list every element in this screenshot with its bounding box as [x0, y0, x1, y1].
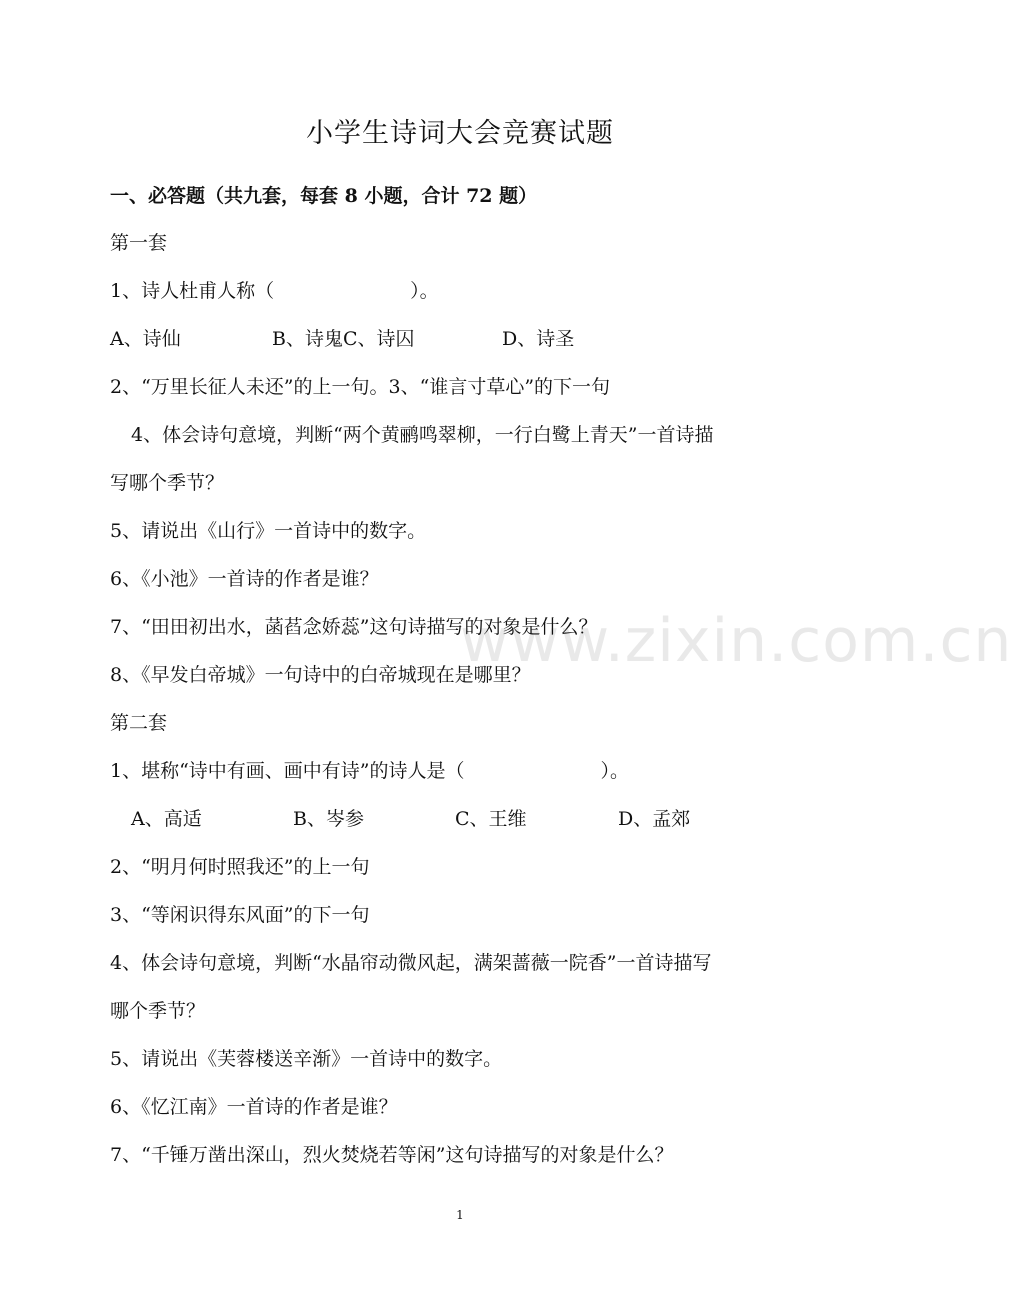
watermark: www.zixin.com.cn — [460, 606, 1012, 676]
set1-q2-q3: 2、“万里长征人未还”的上一句。3、“谁言寸草心”的下一句 — [110, 376, 611, 398]
page-number: 1 — [456, 1208, 464, 1222]
set2-q1-end: ）。 — [600, 760, 630, 782]
page-title: 小学生诗词大会竞赛试题 — [306, 118, 614, 149]
set2-q1-option-d: D、孟郊 — [618, 808, 691, 830]
set1-q6: 6、《小池》一首诗的作者是谁？ — [110, 568, 379, 590]
set1-q4-line1: 4、体会诗句意境，判断“两个黄鹂鸣翠柳，一行白鹭上青天”一首诗描 — [131, 424, 714, 446]
set2-q4-line1: 4、体会诗句意境，判断“水晶帘动微风起，满架蔷薇一院香”一首诗描写 — [110, 952, 712, 974]
set1-q1-option-c: C、诗囚 — [342, 328, 415, 350]
set1-q7: 7、“田田初出水，菡萏念娇蕊”这句诗描写的对象是什么？ — [110, 616, 598, 638]
set1-q1-option-a: A、诗仙 — [110, 328, 181, 350]
set2-q1-options — [131, 804, 690, 834]
set1-q1 — [110, 276, 439, 306]
set2-q1-option-c: C、王维 — [455, 808, 527, 830]
set2-q6: 6、《忆江南》一首诗的作者是谁？ — [110, 1096, 398, 1118]
set2-q1-option-b: B、岑参 — [293, 808, 364, 830]
set1-label: 第一套 — [110, 232, 168, 254]
set2-q1-option-a: A、高适 — [131, 808, 202, 830]
set2-q1-text: 1、堪称“诗中有画、画中有诗”的诗人是（ — [110, 760, 465, 782]
set2-q4-line2: 哪个季节？ — [110, 1000, 206, 1022]
set2-q2: 2、“明月何时照我还”的上一句 — [110, 856, 370, 878]
set2-q1 — [110, 756, 629, 786]
set2-q5: 5、请说出《芙蓉楼送辛渐》一首诗中的数字。 — [110, 1048, 503, 1070]
set1-q1-options — [110, 324, 574, 354]
set1-q1-option-b: B、诗鬼 — [272, 328, 343, 350]
set1-q4-line2: 写哪个季节？ — [110, 472, 225, 494]
set1-q5: 5、请说出《山行》一首诗中的数字。 — [110, 520, 427, 542]
section-heading: 一、必答题（共九套，每套 8 小题，合计 72 题） — [110, 185, 538, 207]
set2-q7: 7、“千锤万凿出深山，烈火焚烧若等闲”这句诗描写的对象是什么？ — [110, 1144, 674, 1166]
set2-label: 第二套 — [110, 712, 168, 734]
set1-q1-option-d: D、诗圣 — [501, 328, 575, 350]
set1-q8: 8、《早发白帝城》一句诗中的白帝城现在是哪里？ — [110, 664, 531, 686]
set2-q3: 3、“等闲识得东风面”的下一句 — [110, 904, 370, 926]
set1-q1-end: ）。 — [410, 280, 439, 302]
set1-q1-text: 1、诗人杜甫人称（ — [110, 280, 275, 302]
